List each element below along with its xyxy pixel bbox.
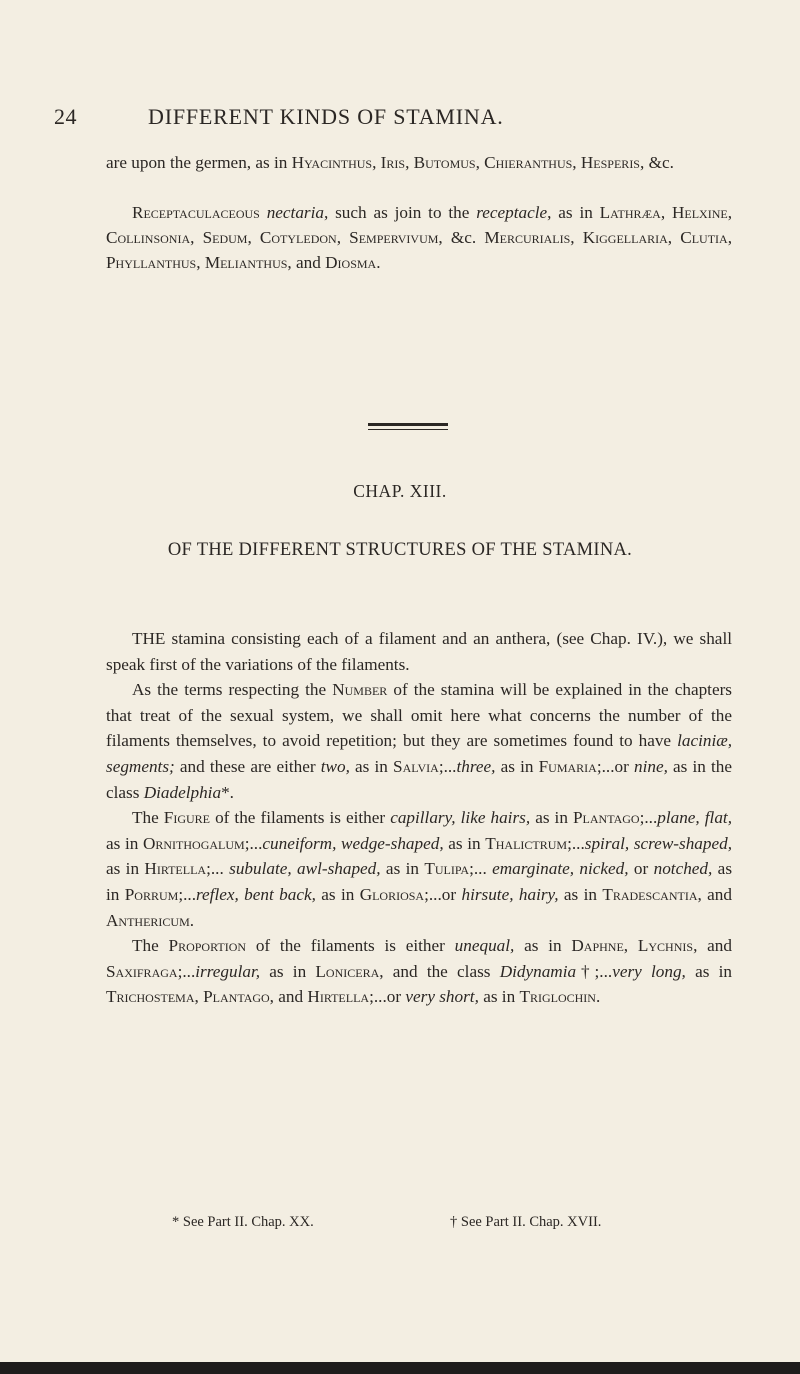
text: , such as join to the [323, 203, 477, 222]
text: of the stamina will be explained in the chapters that treat of the sexual system, we shall omit here what concerns the number of the filaments themselves, to avoid repetition; but they are sometimes found to have [106, 680, 732, 751]
text: . [189, 910, 195, 930]
text: as in [514, 936, 572, 956]
paragraph-2 [106, 677, 732, 805]
text: As the terms respecting the [132, 680, 333, 700]
genus-name: Lonicera [315, 961, 380, 981]
genus-name: Tradescantia [602, 884, 698, 904]
genus-names: Lathræa, Helxine, Collinsonia, Sedum, Cotyledon, Sempervivum [106, 203, 733, 248]
italic-term: reflex, bent back, [196, 884, 316, 904]
genus-name: Plantago [572, 808, 640, 828]
italic-term: nectaria [266, 203, 324, 222]
text: ;... [244, 833, 263, 853]
text: as in the class [106, 756, 733, 802]
genus-name: Ornithogalum [142, 833, 245, 853]
text: , and [287, 253, 326, 273]
paragraph-1: THE stamina consisting each of a filament and an anthera, (see Chap. IV.), we shall speak first of the variations of the filaments. [106, 629, 732, 674]
italic-term: subulate, awl-shaped, [229, 859, 381, 879]
genus-name: Tulipa [424, 859, 470, 879]
text: as in [106, 833, 143, 853]
running-title: DIFFERENT KINDS OF STAMINA. [148, 104, 504, 129]
genus-name: Hirtella [144, 859, 207, 879]
text: and [697, 936, 732, 956]
text: ;...or [596, 756, 634, 776]
text: as in [106, 859, 733, 904]
text: as in [530, 808, 573, 828]
text: as in [260, 961, 316, 981]
text: and [273, 987, 308, 1007]
genus-name: Diosma [325, 253, 377, 273]
footnote-marker: *. [221, 782, 234, 802]
section-divider [368, 423, 448, 426]
class-name: Didynamia [499, 961, 577, 981]
text: The [132, 808, 164, 828]
text: or [628, 859, 654, 879]
italic-term: emarginate, nicked, [492, 859, 629, 879]
text: of the filaments is either [246, 936, 455, 956]
italic-term: receptacle [476, 203, 548, 222]
text: , and [697, 884, 732, 904]
italic-term: nine, [633, 756, 668, 776]
genus-names: Mercurialis, Kiggellaria, Clutia, Phyllanthus, Melianthus [106, 228, 732, 273]
text: ;... [206, 859, 230, 879]
italic-term: spiral, screw-shaped, [584, 833, 732, 853]
text: as in [685, 961, 732, 981]
text: ;... [177, 961, 196, 981]
italic-term: two, [320, 756, 350, 776]
italic-term: very short, [405, 987, 479, 1007]
text: . [376, 253, 381, 273]
genus-name: Saxifraga [106, 961, 178, 981]
genus-name: Fumaria [538, 756, 597, 776]
page-number: 24 [54, 104, 77, 129]
section-divider-thin [368, 429, 448, 430]
italic-term: three, [456, 756, 496, 776]
term: Receptaculaceous [132, 203, 260, 222]
term: Figure [163, 808, 211, 828]
intro-text: , &c. [640, 153, 674, 172]
chapter-title: OF THE DIFFERENT STRUCTURES OF THE STAMINA. [167, 540, 633, 560]
intro-paragraph [106, 150, 732, 175]
chapter-body [106, 626, 732, 1010]
genus-name: Hirtella [307, 987, 370, 1007]
text: as in [315, 884, 360, 904]
footnote-1: * See Part II. Chap. XX. [172, 1214, 314, 1230]
text: , and the class [379, 961, 500, 981]
term: Proportion [168, 936, 247, 956]
footnote-2: † See Part II. Chap. XVII. [450, 1214, 602, 1230]
text: of the filaments is either [210, 808, 391, 828]
genus-names: Trichostema, Plantago, [106, 987, 274, 1007]
paragraph-3 [106, 805, 732, 933]
text: ;... [438, 756, 457, 776]
receptaculaceous-paragraph [106, 200, 732, 276]
term: Number [332, 680, 388, 700]
class-name: Diadelphia [143, 782, 222, 802]
text: , as in [547, 203, 600, 222]
text: and these are either [174, 756, 321, 776]
text: as in [380, 859, 425, 879]
genus-name: Gloriosa [359, 884, 425, 904]
genus-names: Hyacinthus, Iris, Butomus, Chieranthus, Hesperis [291, 153, 640, 172]
text: ;...or [369, 987, 406, 1007]
italic-term: capillary, like hairs, [390, 808, 531, 828]
italic-term: plane, flat, [657, 808, 732, 828]
text: , &c. [438, 228, 485, 248]
text: ;... [469, 859, 493, 879]
text: as in [349, 756, 394, 776]
text: ;... [178, 884, 196, 904]
chapter-number: CHAP. XIII. [353, 481, 447, 501]
text: as in [478, 987, 520, 1007]
page-header [54, 104, 754, 144]
genus-name: Triglochin [519, 987, 596, 1007]
text: as in [106, 859, 145, 879]
text: as in [558, 884, 603, 904]
text: . [595, 987, 601, 1007]
paragraph-4 [106, 933, 732, 1010]
text: ;...or [424, 884, 462, 904]
text: ;... [639, 808, 658, 828]
intro-text: are upon the germen, as in [106, 153, 292, 172]
page-edge-shadow [0, 1362, 800, 1374]
text: as in [495, 756, 539, 776]
italic-term: hirsute, hairy, [461, 884, 559, 904]
genus-name: Salvia [393, 756, 439, 776]
genus-name: Anthericum [106, 910, 190, 930]
italic-term: cuneiform, wedge-shaped, [262, 833, 444, 853]
footnote-marker: †;... [576, 961, 613, 981]
italic-term: very long, [612, 961, 686, 981]
text: The [132, 936, 169, 956]
text: as in [443, 833, 486, 853]
italic-term: irregular, [195, 961, 261, 981]
genus-names: Daphne, Lychnis, [571, 936, 698, 956]
italic-term: unequal, [454, 936, 515, 956]
italic-term: notched, [653, 859, 713, 879]
genus-name: Thalictrum [485, 833, 568, 853]
italic-term: laciniæ, segments; [106, 731, 732, 776]
genus-name: Porrum [124, 884, 179, 904]
text: ;... [567, 833, 585, 853]
